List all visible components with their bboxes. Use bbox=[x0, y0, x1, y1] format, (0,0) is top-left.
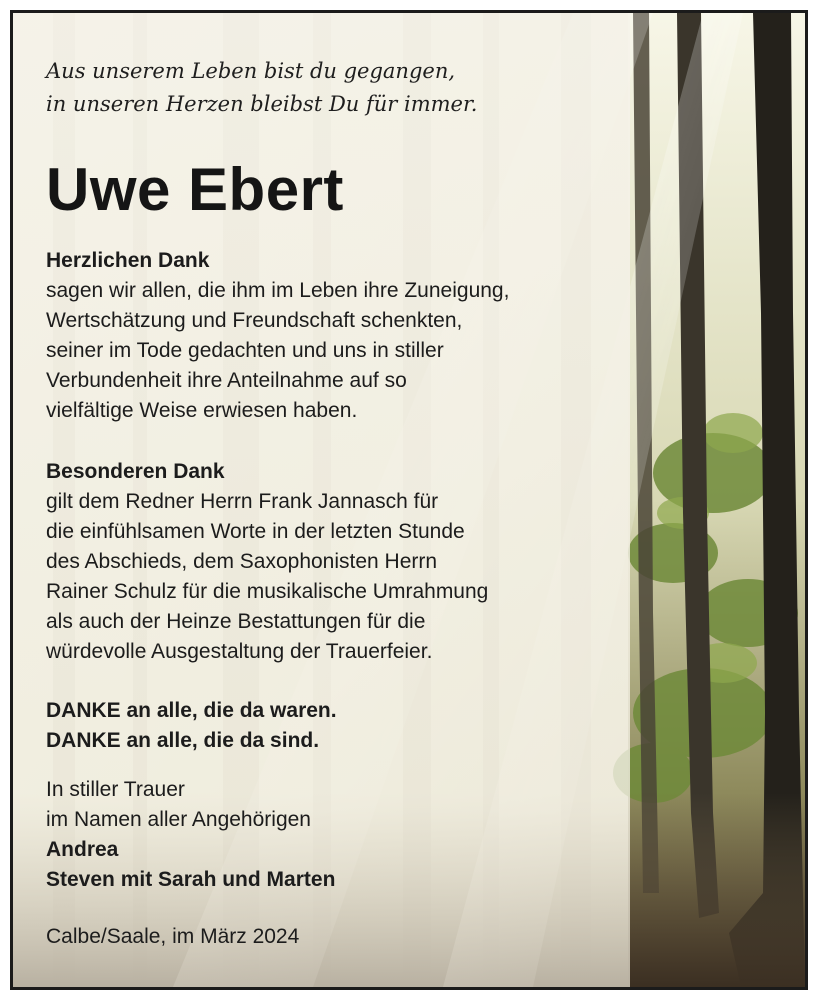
thanks-special-line: würdevolle Ausgestaltung der Trauerfeier. bbox=[46, 640, 433, 663]
obituary-frame bbox=[10, 10, 808, 990]
thanks-special-line: die einfühlsamen Worte in der letzten Stunde bbox=[46, 520, 465, 543]
danke-line-1: DANKE an alle, die da waren. bbox=[46, 699, 337, 722]
mourning-section bbox=[46, 775, 335, 895]
thanks-special-line: Rainer Schulz für die musikalische Umrahmung bbox=[46, 580, 489, 603]
thanks-special-heading: Besonderen Dank bbox=[46, 460, 225, 483]
thanks-general-heading: Herzlichen Dank bbox=[46, 249, 210, 272]
mourner-name-2: Steven mit Sarah und Marten bbox=[46, 868, 336, 891]
place-date-section bbox=[46, 922, 299, 952]
thanks-general-line: Verbundenheit ihre Anteilnahme auf so bbox=[46, 369, 407, 392]
mourning-line-2: im Namen aller Angehörigen bbox=[46, 808, 311, 831]
verse-line-2: in unseren Herzen bleibst Du für immer. bbox=[46, 92, 478, 116]
thanks-special-line: als auch der Heinze Bestattungen für die bbox=[46, 610, 426, 633]
verse-line-1: Aus unserem Leben bist du gegangen, bbox=[46, 59, 456, 83]
thanks-general-line: sagen wir allen, die ihm im Leben ihre Zuneigung, bbox=[46, 279, 510, 302]
mourner-name-1: Andrea bbox=[46, 838, 119, 861]
thanks-special-line: gilt dem Redner Herrn Frank Jannasch für bbox=[46, 490, 439, 513]
place-date: Calbe/Saale, im März 2024 bbox=[46, 925, 300, 948]
mourning-line-1: In stiller Trauer bbox=[46, 778, 185, 801]
thanks-general-section bbox=[46, 246, 509, 426]
thanks-general-line: vielfältige Weise erwiesen haben. bbox=[46, 399, 358, 422]
thanks-special-line: des Abschieds, dem Saxophonisten Herrn bbox=[46, 550, 438, 573]
danke-section bbox=[46, 696, 337, 756]
memorial-verse bbox=[46, 55, 477, 121]
thanks-general-line: seiner im Tode gedachten und uns in stiller bbox=[46, 339, 444, 362]
thanks-general-line: Wertschätzung und Freundschaft schenkten, bbox=[46, 309, 463, 332]
obituary-text-panel bbox=[13, 13, 633, 990]
deceased-name: Uwe Ebert bbox=[46, 156, 344, 223]
thanks-special-section bbox=[46, 457, 488, 667]
danke-line-2: DANKE an alle, die da sind. bbox=[46, 729, 320, 752]
